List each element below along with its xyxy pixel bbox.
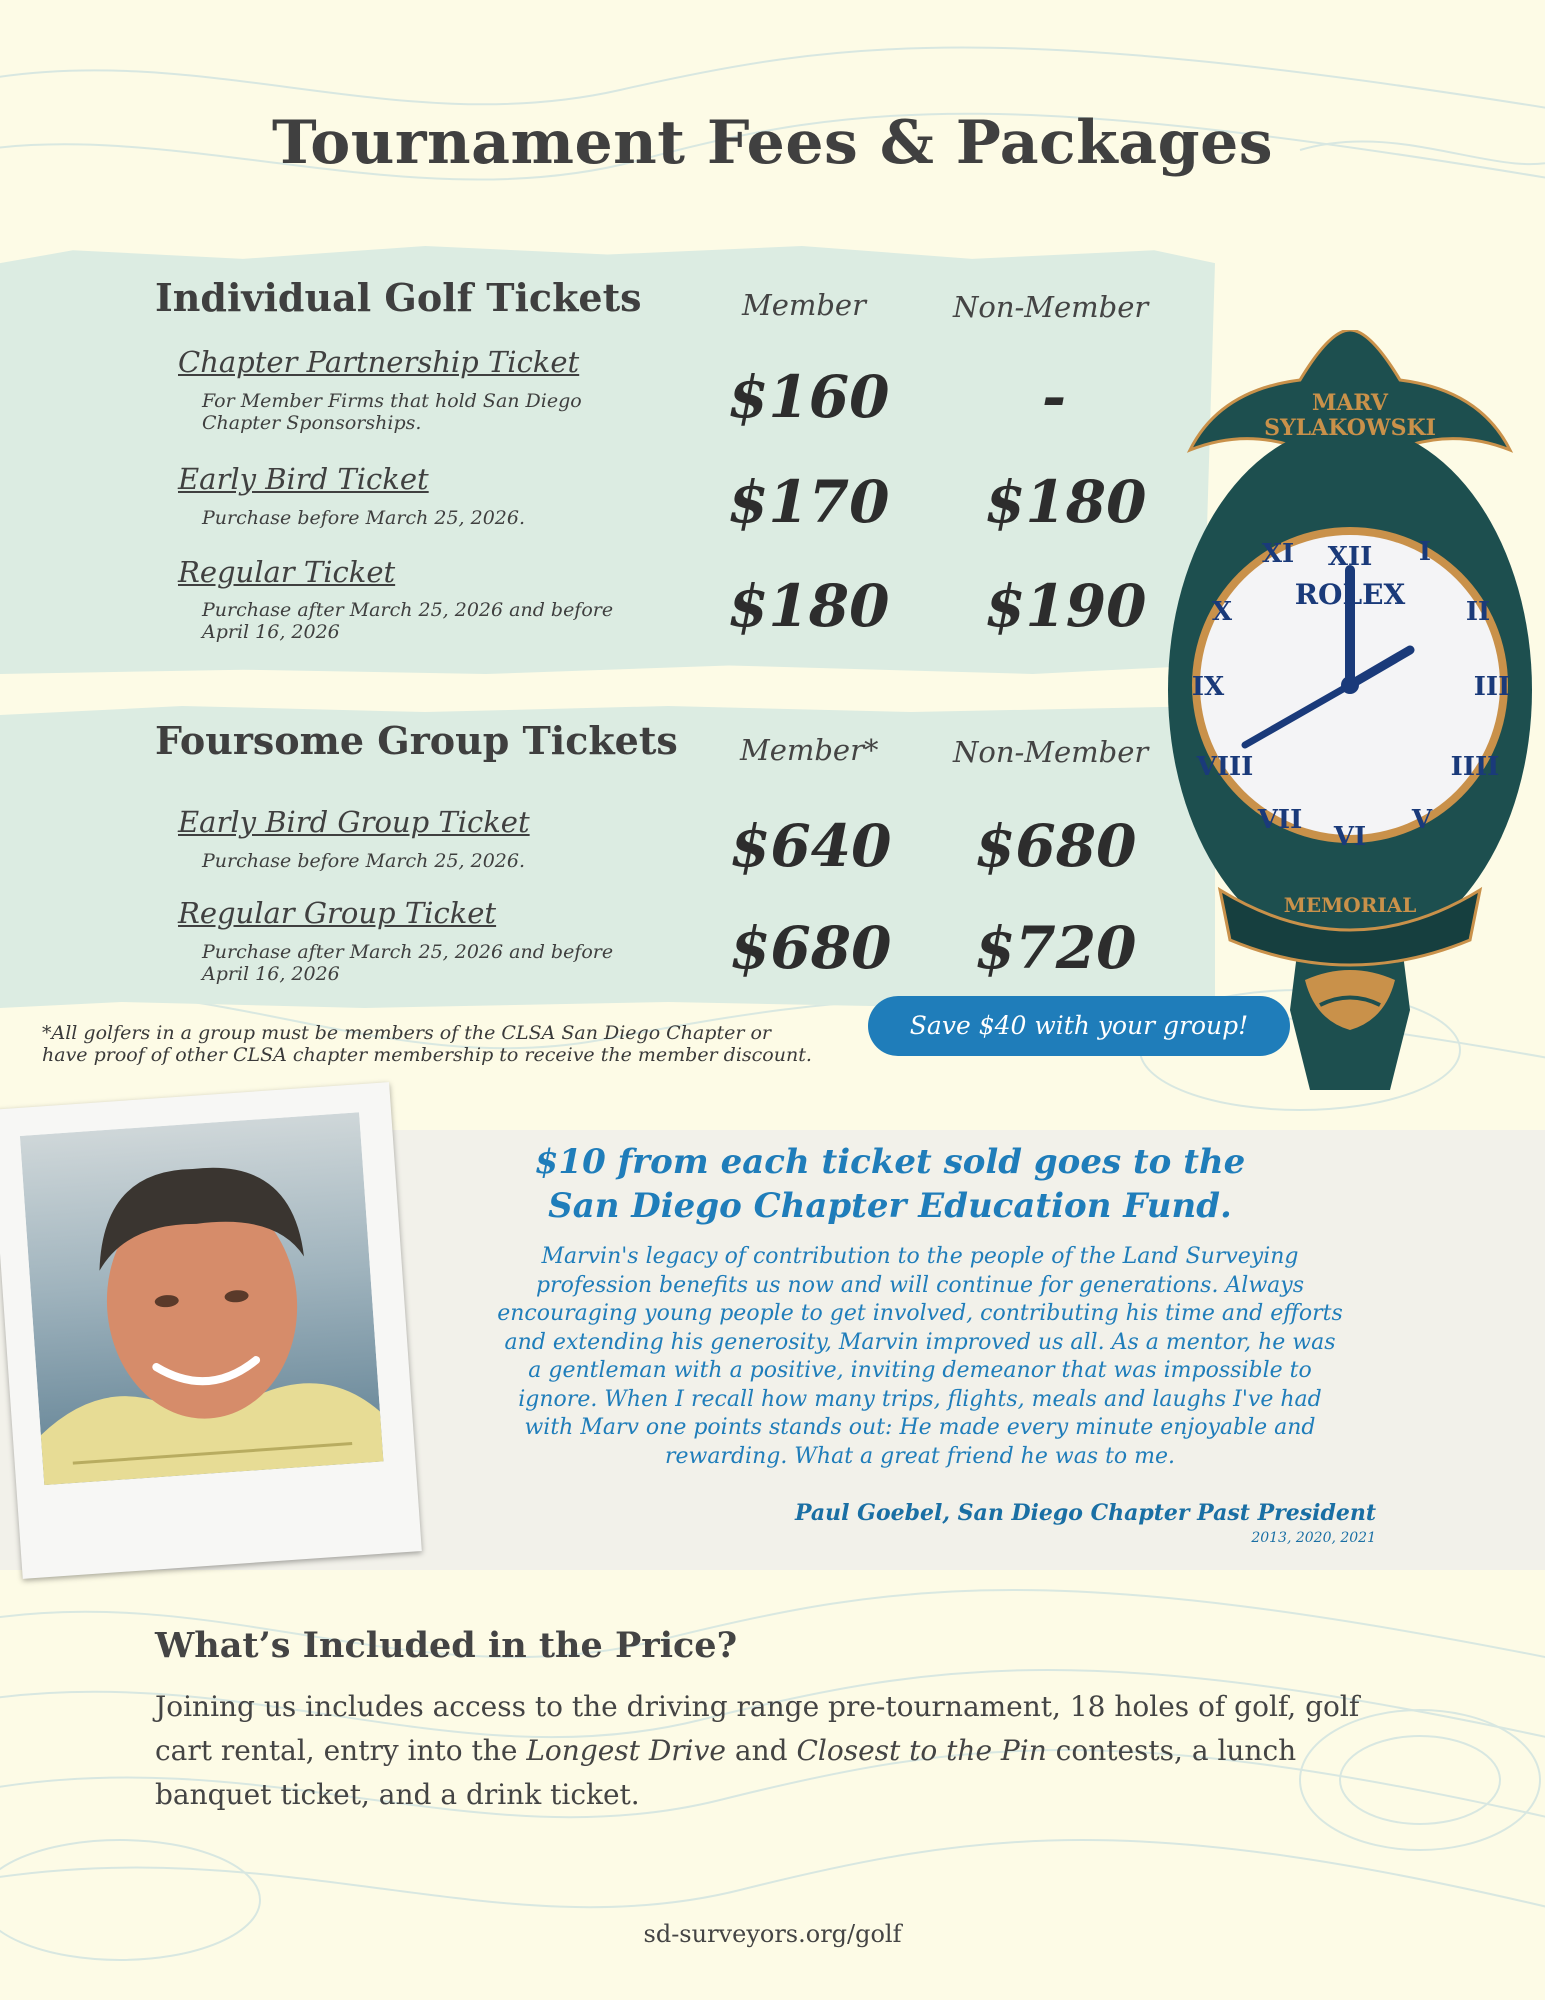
memorial-clock-illustration: [1160, 330, 1540, 1100]
website-url: sd-surveyors.org/golf: [643, 1920, 902, 1948]
svg-text:I: I: [1418, 537, 1432, 567]
svg-text:VIII: VIII: [1196, 752, 1254, 782]
ticket-name: Early Bird Group Ticket: [178, 805, 530, 839]
ticket-nonmember-price: -: [1042, 363, 1067, 431]
member-column-header: Member: [742, 288, 866, 322]
member-column-header: Member*: [740, 733, 879, 767]
clock-name-line1: MARV: [1312, 390, 1388, 416]
ticket-name: Regular Ticket: [178, 555, 396, 589]
svg-text:IX: IX: [1191, 672, 1225, 702]
individual-tickets-heading: Individual Golf Tickets: [155, 275, 642, 320]
ticket-name: Chapter Partnership Ticket: [178, 345, 580, 379]
svg-text:XI: XI: [1261, 539, 1295, 569]
svg-text:X: X: [1211, 597, 1233, 627]
ticket-description: Purchase after March 25, 2026 and before April 16, 2026: [202, 599, 614, 643]
nonmember-column-header: Non-Member: [953, 735, 1149, 769]
ticket-nonmember-price: $180: [985, 468, 1147, 536]
ticket-nonmember-price: $680: [975, 812, 1137, 880]
ticket-description: Purchase after March 25, 2026 and before April 16, 2026: [202, 941, 614, 985]
page-title: Tournament Fees & Packages: [271, 108, 1274, 178]
ticket-member-price: $180: [728, 572, 890, 640]
foursome-tickets-heading: Foursome Group Tickets: [155, 718, 678, 763]
clock-memorial-label: MEMORIAL: [1283, 893, 1417, 917]
save-badge: Save $40 with your group!: [868, 996, 1290, 1056]
ticket-nonmember-price: $720: [975, 914, 1137, 982]
svg-text:V: V: [1411, 805, 1433, 835]
svg-text:II: II: [1465, 597, 1491, 627]
portrait-photo: [20, 1112, 384, 1485]
ticket-name: Regular Group Ticket: [178, 896, 497, 930]
ticket-member-price: $640: [730, 812, 892, 880]
svg-text:VII: VII: [1257, 805, 1303, 835]
ticket-member-price: $680: [730, 914, 892, 982]
clock-brand: ROLEX: [1294, 578, 1406, 611]
svg-text:XII: XII: [1327, 542, 1373, 572]
quote-attribution: Paul Goebel, San Diego Chapter Past President: [794, 1500, 1376, 1526]
svg-text:IIII: IIII: [1450, 752, 1500, 782]
svg-text:VI: VI: [1333, 822, 1367, 852]
education-fund-headline: $10 from each ticket sold goes to the San Diego Chapter Education Fund.: [534, 1142, 1246, 1226]
svg-text:III: III: [1473, 672, 1511, 702]
tribute-quote: Marvin's legacy of contribution to the people of the Land Surveying profession benefits us now and will continue for generations. Always encouraging young people to get involved, contributing his time and efforts and extending his generosity, Marvin improved us all. As a mentor, he was a gentleman with a positive, inviting demeanor that was impossible to ignore. When I recall how many trips, flights, meals and laughs I've had with Marv one points stands out: He made every minute enjoyable and rewarding. What a great friend he was to me.: [497, 1244, 1343, 1469]
ticket-name: Early Bird Ticket: [178, 462, 429, 496]
included-description: Joining us includes access to the driving range pre-tournament, 18 holes of golf, golf cart rental, entry into the Longest Drive and Closest to the Pin contests, a lunch banquet ticket, and a drink ticket.: [155, 1690, 1360, 1811]
ticket-description: Purchase before March 25, 2026.: [202, 850, 526, 872]
polaroid-photo-frame: [0, 1082, 422, 1579]
ticket-description: Purchase before March 25, 2026.: [202, 507, 526, 529]
ticket-description: For Member Firms that hold San Diego Chapter Sponsorships.: [202, 390, 582, 434]
ticket-nonmember-price: $190: [985, 572, 1147, 640]
ticket-member-price: $170: [728, 468, 890, 536]
attribution-years: 2013, 2020, 2021: [1251, 1530, 1376, 1546]
nonmember-column-header: Non-Member: [953, 290, 1149, 324]
member-footnote: *All golfers in a group must be members of the CLSA San Diego Chapter or have proof of other CLSA chapter membership to receive the member discount.: [42, 1022, 812, 1066]
ticket-member-price: $160: [728, 363, 890, 431]
included-heading: What’s Included in the Price?: [155, 1625, 738, 1666]
clock-name-line2: SYLAKOWSKI: [1264, 415, 1436, 441]
